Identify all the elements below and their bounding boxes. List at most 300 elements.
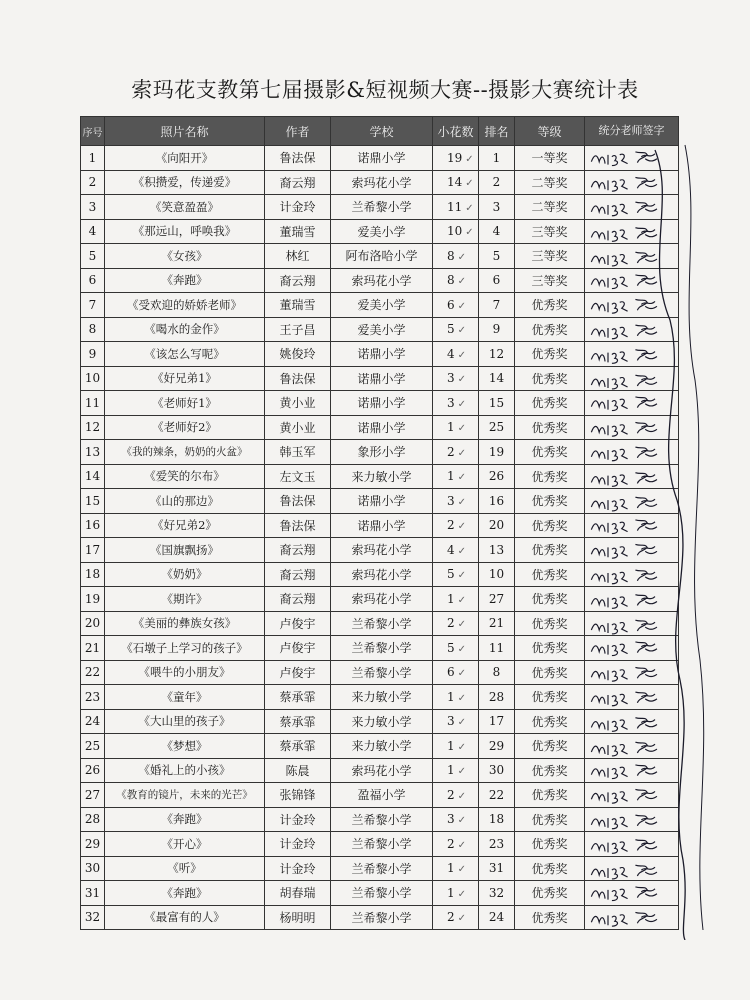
flower-count: 8	[447, 273, 455, 288]
tick-mark-icon: ✓	[457, 570, 467, 582]
handwritten-signature	[585, 710, 678, 734]
cell-photo: 《那远山，呼唤我》	[105, 219, 265, 244]
signature-stroke	[591, 595, 657, 609]
header-author: 作者	[265, 117, 331, 146]
cell-flowers	[433, 146, 479, 171]
cell-level: 优秀奖	[515, 807, 585, 832]
cell-flowers	[433, 881, 479, 906]
cell-no: 7	[81, 293, 105, 318]
cell-photo: 《开心》	[105, 832, 265, 857]
signature-stroke	[591, 519, 657, 533]
signature-cell	[585, 342, 679, 367]
cell-school: 索玛花小学	[331, 587, 433, 612]
cell-flowers	[433, 464, 479, 489]
cell-school: 兰希黎小学	[331, 660, 433, 685]
cell-no: 19	[81, 587, 105, 612]
signature-cell	[585, 832, 679, 857]
flower-count: 1	[447, 738, 455, 753]
cell-photo: 《笑意盈盈》	[105, 195, 265, 220]
cell-no: 12	[81, 415, 105, 440]
cell-author: 蔡承霏	[265, 709, 331, 734]
handwritten-signature	[585, 734, 678, 758]
cell-no: 3	[81, 195, 105, 220]
signature-stroke	[591, 227, 657, 241]
cell-level: 优秀奖	[515, 464, 585, 489]
cell-photo: 《老师好1》	[105, 391, 265, 416]
cell-author: 裔云翔	[265, 170, 331, 195]
table-row	[81, 538, 679, 563]
table-row	[81, 317, 679, 342]
table-row	[81, 415, 679, 440]
tick-mark-icon: ✓	[457, 766, 467, 778]
cell-no: 4	[81, 219, 105, 244]
handwritten-signature	[585, 832, 678, 856]
flower-count: 14	[447, 175, 463, 190]
cell-photo: 《喝水的金作》	[105, 317, 265, 342]
tick-mark-icon: ✓	[457, 864, 467, 876]
cell-no: 20	[81, 611, 105, 636]
cell-rank: 18	[479, 807, 515, 832]
cell-rank: 15	[479, 391, 515, 416]
tick-mark-icon: ✓	[457, 741, 467, 753]
cell-flowers	[433, 611, 479, 636]
cell-no: 11	[81, 391, 105, 416]
cell-school: 索玛花小学	[331, 170, 433, 195]
cell-level: 优秀奖	[515, 881, 585, 906]
signature-stroke	[591, 912, 657, 926]
cell-school: 来力敏小学	[331, 709, 433, 734]
signature-cell	[585, 611, 679, 636]
handwritten-signature	[585, 881, 678, 905]
tick-mark-icon: ✓	[457, 349, 467, 361]
cell-flowers	[433, 685, 479, 710]
cell-author: 裔云翔	[265, 538, 331, 563]
cell-school: 索玛花小学	[331, 538, 433, 563]
cell-rank: 26	[479, 464, 515, 489]
cell-photo: 《奔跑》	[105, 807, 265, 832]
cell-author: 卢俊宇	[265, 660, 331, 685]
cell-flowers	[433, 636, 479, 661]
table-body	[81, 146, 679, 930]
score-table	[80, 116, 679, 930]
signature-cell	[585, 170, 679, 195]
tick-mark-icon: ✓	[457, 913, 467, 925]
tick-mark-icon: ✓	[457, 643, 467, 655]
cell-flowers	[433, 538, 479, 563]
flower-count: 5	[447, 567, 455, 582]
signature-stroke	[591, 789, 657, 803]
signature-stroke	[591, 375, 657, 389]
handwritten-signature	[585, 465, 678, 489]
table-row	[81, 660, 679, 685]
cell-flowers	[433, 170, 479, 195]
handwritten-signature	[585, 514, 678, 538]
handwritten-signature	[585, 783, 678, 807]
signature-cell	[585, 244, 679, 269]
flower-count: 3	[447, 493, 455, 508]
handwritten-signature	[585, 587, 678, 611]
cell-photo: 《奔跑》	[105, 881, 265, 906]
handwritten-signature	[585, 220, 678, 244]
handwritten-signature	[585, 171, 678, 195]
cell-school: 盈福小学	[331, 783, 433, 808]
cell-school: 诺鼎小学	[331, 415, 433, 440]
cell-author: 计金玲	[265, 856, 331, 881]
cell-level: 优秀奖	[515, 832, 585, 857]
cell-level: 优秀奖	[515, 685, 585, 710]
cell-flowers	[433, 807, 479, 832]
cell-rank: 1	[479, 146, 515, 171]
flower-count: 2	[447, 616, 455, 631]
handwritten-signature	[585, 293, 678, 317]
cell-no: 13	[81, 440, 105, 465]
signature-cell	[585, 146, 679, 171]
signature-cell	[585, 758, 679, 783]
table-row	[81, 342, 679, 367]
flower-count: 1	[447, 861, 455, 876]
cell-author: 裔云翔	[265, 562, 331, 587]
tick-mark-icon: ✓	[457, 790, 467, 802]
tick-mark-icon: ✓	[457, 888, 467, 900]
table-row	[81, 832, 679, 857]
cell-no: 14	[81, 464, 105, 489]
table-row	[81, 881, 679, 906]
cell-rank: 23	[479, 832, 515, 857]
cell-author: 王子昌	[265, 317, 331, 342]
cell-author: 胡春瑞	[265, 881, 331, 906]
cell-level: 优秀奖	[515, 611, 585, 636]
flower-count: 3	[447, 371, 455, 386]
cell-flowers	[433, 660, 479, 685]
cell-school: 诺鼎小学	[331, 366, 433, 391]
cell-level: 优秀奖	[515, 709, 585, 734]
cell-school: 来力敏小学	[331, 464, 433, 489]
cell-rank: 7	[479, 293, 515, 318]
cell-photo: 《教育的镜片，未来的光芒》	[105, 783, 265, 808]
signature-cell	[585, 195, 679, 220]
cell-flowers	[433, 440, 479, 465]
signature-cell	[585, 415, 679, 440]
flower-count: 3	[447, 395, 455, 410]
signature-stroke	[591, 497, 657, 511]
cell-school: 爱美小学	[331, 317, 433, 342]
cell-school: 索玛花小学	[331, 758, 433, 783]
cell-author: 杨明明	[265, 905, 331, 930]
page-title: 索玛花支教第七届摄影&短视频大赛--摄影大赛统计表	[131, 78, 639, 102]
flower-count: 1	[447, 469, 455, 484]
tick-mark-icon: ✓	[457, 815, 467, 827]
cell-level: 优秀奖	[515, 587, 585, 612]
cell-school: 兰希黎小学	[331, 832, 433, 857]
signature-cell	[585, 293, 679, 318]
cell-flowers	[433, 734, 479, 759]
flower-count: 2	[447, 787, 455, 802]
cell-author: 左文玉	[265, 464, 331, 489]
cell-flowers	[433, 366, 479, 391]
signature-stroke	[591, 472, 657, 486]
cell-author: 黄小业	[265, 415, 331, 440]
table-row	[81, 195, 679, 220]
cell-level: 优秀奖	[515, 660, 585, 685]
handwritten-signature	[585, 538, 678, 562]
cell-no: 2	[81, 170, 105, 195]
cell-author: 鲁法保	[265, 146, 331, 171]
cell-rank: 28	[479, 685, 515, 710]
table-row	[81, 293, 679, 318]
handwritten-signature	[585, 661, 678, 685]
header-sign: 统分老师签字	[585, 117, 679, 146]
cell-level: 优秀奖	[515, 538, 585, 563]
signature-stroke	[591, 252, 657, 266]
signature-cell	[585, 881, 679, 906]
cell-no: 16	[81, 513, 105, 538]
flower-count: 1	[447, 420, 455, 435]
cell-author: 鲁法保	[265, 489, 331, 514]
handwritten-signature	[585, 612, 678, 636]
cell-author: 计金玲	[265, 832, 331, 857]
table-row	[81, 170, 679, 195]
flower-count: 1	[447, 763, 455, 778]
cell-no: 21	[81, 636, 105, 661]
cell-author: 陈晨	[265, 758, 331, 783]
cell-rank: 9	[479, 317, 515, 342]
flower-count: 2	[447, 444, 455, 459]
signature-cell	[585, 587, 679, 612]
signature-cell	[585, 513, 679, 538]
cell-school: 来力敏小学	[331, 734, 433, 759]
tick-mark-icon: ✓	[457, 545, 467, 557]
cell-no: 5	[81, 244, 105, 269]
table-row	[81, 709, 679, 734]
cell-flowers	[433, 293, 479, 318]
tick-mark-icon: ✓	[457, 521, 467, 533]
cell-photo: 《大山里的孩子》	[105, 709, 265, 734]
cell-no: 8	[81, 317, 105, 342]
signature-stroke	[591, 422, 657, 436]
signature-cell	[585, 391, 679, 416]
cell-school: 爱美小学	[331, 219, 433, 244]
cell-author: 蔡承霏	[265, 685, 331, 710]
signature-stroke	[591, 815, 657, 829]
cell-rank: 8	[479, 660, 515, 685]
cell-flowers	[433, 219, 479, 244]
cell-rank: 6	[479, 268, 515, 293]
cell-level: 优秀奖	[515, 562, 585, 587]
cell-school: 兰希黎小学	[331, 611, 433, 636]
cell-school: 兰希黎小学	[331, 807, 433, 832]
table-row	[81, 146, 679, 171]
tick-mark-icon: ✓	[457, 300, 467, 312]
table-row	[81, 219, 679, 244]
cell-no: 15	[81, 489, 105, 514]
signature-cell	[585, 464, 679, 489]
cell-photo: 《国旗飘扬》	[105, 538, 265, 563]
cell-level: 优秀奖	[515, 317, 585, 342]
cell-rank: 31	[479, 856, 515, 881]
cell-level: 优秀奖	[515, 293, 585, 318]
cell-photo: 《童年》	[105, 685, 265, 710]
cell-school: 兰希黎小学	[331, 636, 433, 661]
table-row	[81, 807, 679, 832]
cell-photo: 《好兄弟1》	[105, 366, 265, 391]
cell-no: 26	[81, 758, 105, 783]
table-row	[81, 758, 679, 783]
table-row	[81, 562, 679, 587]
cell-level: 优秀奖	[515, 734, 585, 759]
flower-count: 6	[447, 665, 455, 680]
cell-rank: 22	[479, 783, 515, 808]
cell-school: 诺鼎小学	[331, 513, 433, 538]
cell-flowers	[433, 709, 479, 734]
header-flowers: 小花数	[433, 117, 479, 146]
handwritten-signature	[585, 636, 678, 660]
header-photo: 照片名称	[105, 117, 265, 146]
signature-stroke	[591, 764, 657, 778]
cell-rank: 25	[479, 415, 515, 440]
flower-count: 2	[447, 910, 455, 925]
cell-author: 鲁法保	[265, 366, 331, 391]
tick-mark-icon: ✓	[457, 496, 467, 508]
cell-rank: 4	[479, 219, 515, 244]
cell-level: 二等奖	[515, 195, 585, 220]
signature-stroke	[591, 642, 657, 656]
table-row	[81, 366, 679, 391]
signature-stroke	[591, 202, 657, 216]
table-row	[81, 440, 679, 465]
table-row	[81, 513, 679, 538]
signature-stroke	[591, 570, 657, 584]
cell-school: 兰希黎小学	[331, 881, 433, 906]
signature-stroke	[591, 742, 657, 756]
handwritten-signature	[585, 563, 678, 587]
cell-author: 林红	[265, 244, 331, 269]
table-row	[81, 391, 679, 416]
cell-flowers	[433, 513, 479, 538]
handwritten-signature	[585, 906, 678, 930]
handwritten-signature	[585, 318, 678, 342]
cell-no: 32	[81, 905, 105, 930]
signature-stroke	[591, 152, 657, 166]
signature-cell	[585, 783, 679, 808]
handwritten-signature	[585, 489, 678, 513]
cell-photo: 《喂牛的小朋友》	[105, 660, 265, 685]
table-row	[81, 611, 679, 636]
cell-flowers	[433, 391, 479, 416]
table-row	[81, 464, 679, 489]
cell-no: 10	[81, 366, 105, 391]
signature-stroke	[591, 887, 657, 901]
handwritten-signature	[585, 857, 678, 881]
tick-mark-icon: ✓	[465, 202, 474, 214]
handwritten-signature	[585, 416, 678, 440]
flower-count: 5	[447, 322, 455, 337]
cell-level: 优秀奖	[515, 513, 585, 538]
cell-no: 18	[81, 562, 105, 587]
cell-author: 卢俊宇	[265, 611, 331, 636]
cell-photo: 《听》	[105, 856, 265, 881]
signature-cell	[585, 905, 679, 930]
table-row	[81, 905, 679, 930]
signature-cell	[585, 268, 679, 293]
cell-photo: 《美丽的彝族女孩》	[105, 611, 265, 636]
cell-flowers	[433, 832, 479, 857]
cell-rank: 16	[479, 489, 515, 514]
cell-rank: 32	[479, 881, 515, 906]
cell-no: 24	[81, 709, 105, 734]
cell-photo: 《爱笑的尔布》	[105, 464, 265, 489]
signature-cell	[585, 709, 679, 734]
cell-level: 三等奖	[515, 244, 585, 269]
cell-school: 兰希黎小学	[331, 856, 433, 881]
signature-stroke	[591, 667, 657, 681]
cell-no: 30	[81, 856, 105, 881]
handwritten-signature	[585, 195, 678, 219]
cell-rank: 21	[479, 611, 515, 636]
table-row	[81, 268, 679, 293]
cell-photo: 《受欢迎的娇娇老师》	[105, 293, 265, 318]
cell-school: 诺鼎小学	[331, 146, 433, 171]
handwritten-signature	[585, 367, 678, 391]
cell-photo: 《我的辣条，奶奶的火盆》	[105, 440, 265, 465]
cell-school: 诺鼎小学	[331, 342, 433, 367]
cell-no: 27	[81, 783, 105, 808]
handwritten-signature	[585, 244, 678, 268]
signature-cell	[585, 489, 679, 514]
cell-photo: 《奶奶》	[105, 562, 265, 587]
signature-stroke	[591, 397, 657, 411]
tick-mark-icon: ✓	[457, 374, 467, 386]
handwritten-signature	[585, 759, 678, 783]
flower-count: 5	[447, 640, 455, 655]
cell-level: 优秀奖	[515, 758, 585, 783]
cell-author: 卢俊宇	[265, 636, 331, 661]
cell-level: 优秀奖	[515, 415, 585, 440]
signature-cell	[585, 366, 679, 391]
table-row	[81, 244, 679, 269]
cell-level: 优秀奖	[515, 342, 585, 367]
tick-mark-icon: ✓	[457, 398, 467, 410]
cell-flowers	[433, 195, 479, 220]
signature-stroke	[591, 274, 657, 288]
cell-no: 6	[81, 268, 105, 293]
cell-level: 优秀奖	[515, 783, 585, 808]
signature-stroke	[591, 325, 657, 339]
cell-photo: 《石墩子上学习的孩子》	[105, 636, 265, 661]
signature-cell	[585, 807, 679, 832]
cell-photo: 《老师好2》	[105, 415, 265, 440]
cell-rank: 5	[479, 244, 515, 269]
table-row	[81, 489, 679, 514]
flower-count: 4	[447, 542, 455, 557]
table-row	[81, 587, 679, 612]
cell-flowers	[433, 783, 479, 808]
tick-mark-icon: ✓	[465, 227, 474, 239]
signature-cell	[585, 219, 679, 244]
cell-photo: 《婚礼上的小孩》	[105, 758, 265, 783]
cell-level: 优秀奖	[515, 489, 585, 514]
cell-author: 鲁法保	[265, 513, 331, 538]
handwritten-signature	[585, 269, 678, 293]
flower-count: 10	[447, 224, 463, 239]
table-row	[81, 636, 679, 661]
cell-school: 兰希黎小学	[331, 195, 433, 220]
cell-author: 韩玉军	[265, 440, 331, 465]
cell-author: 姚俊玲	[265, 342, 331, 367]
cell-author: 计金玲	[265, 195, 331, 220]
cell-flowers	[433, 489, 479, 514]
cell-author: 裔云翔	[265, 587, 331, 612]
handwritten-signature	[585, 808, 678, 832]
